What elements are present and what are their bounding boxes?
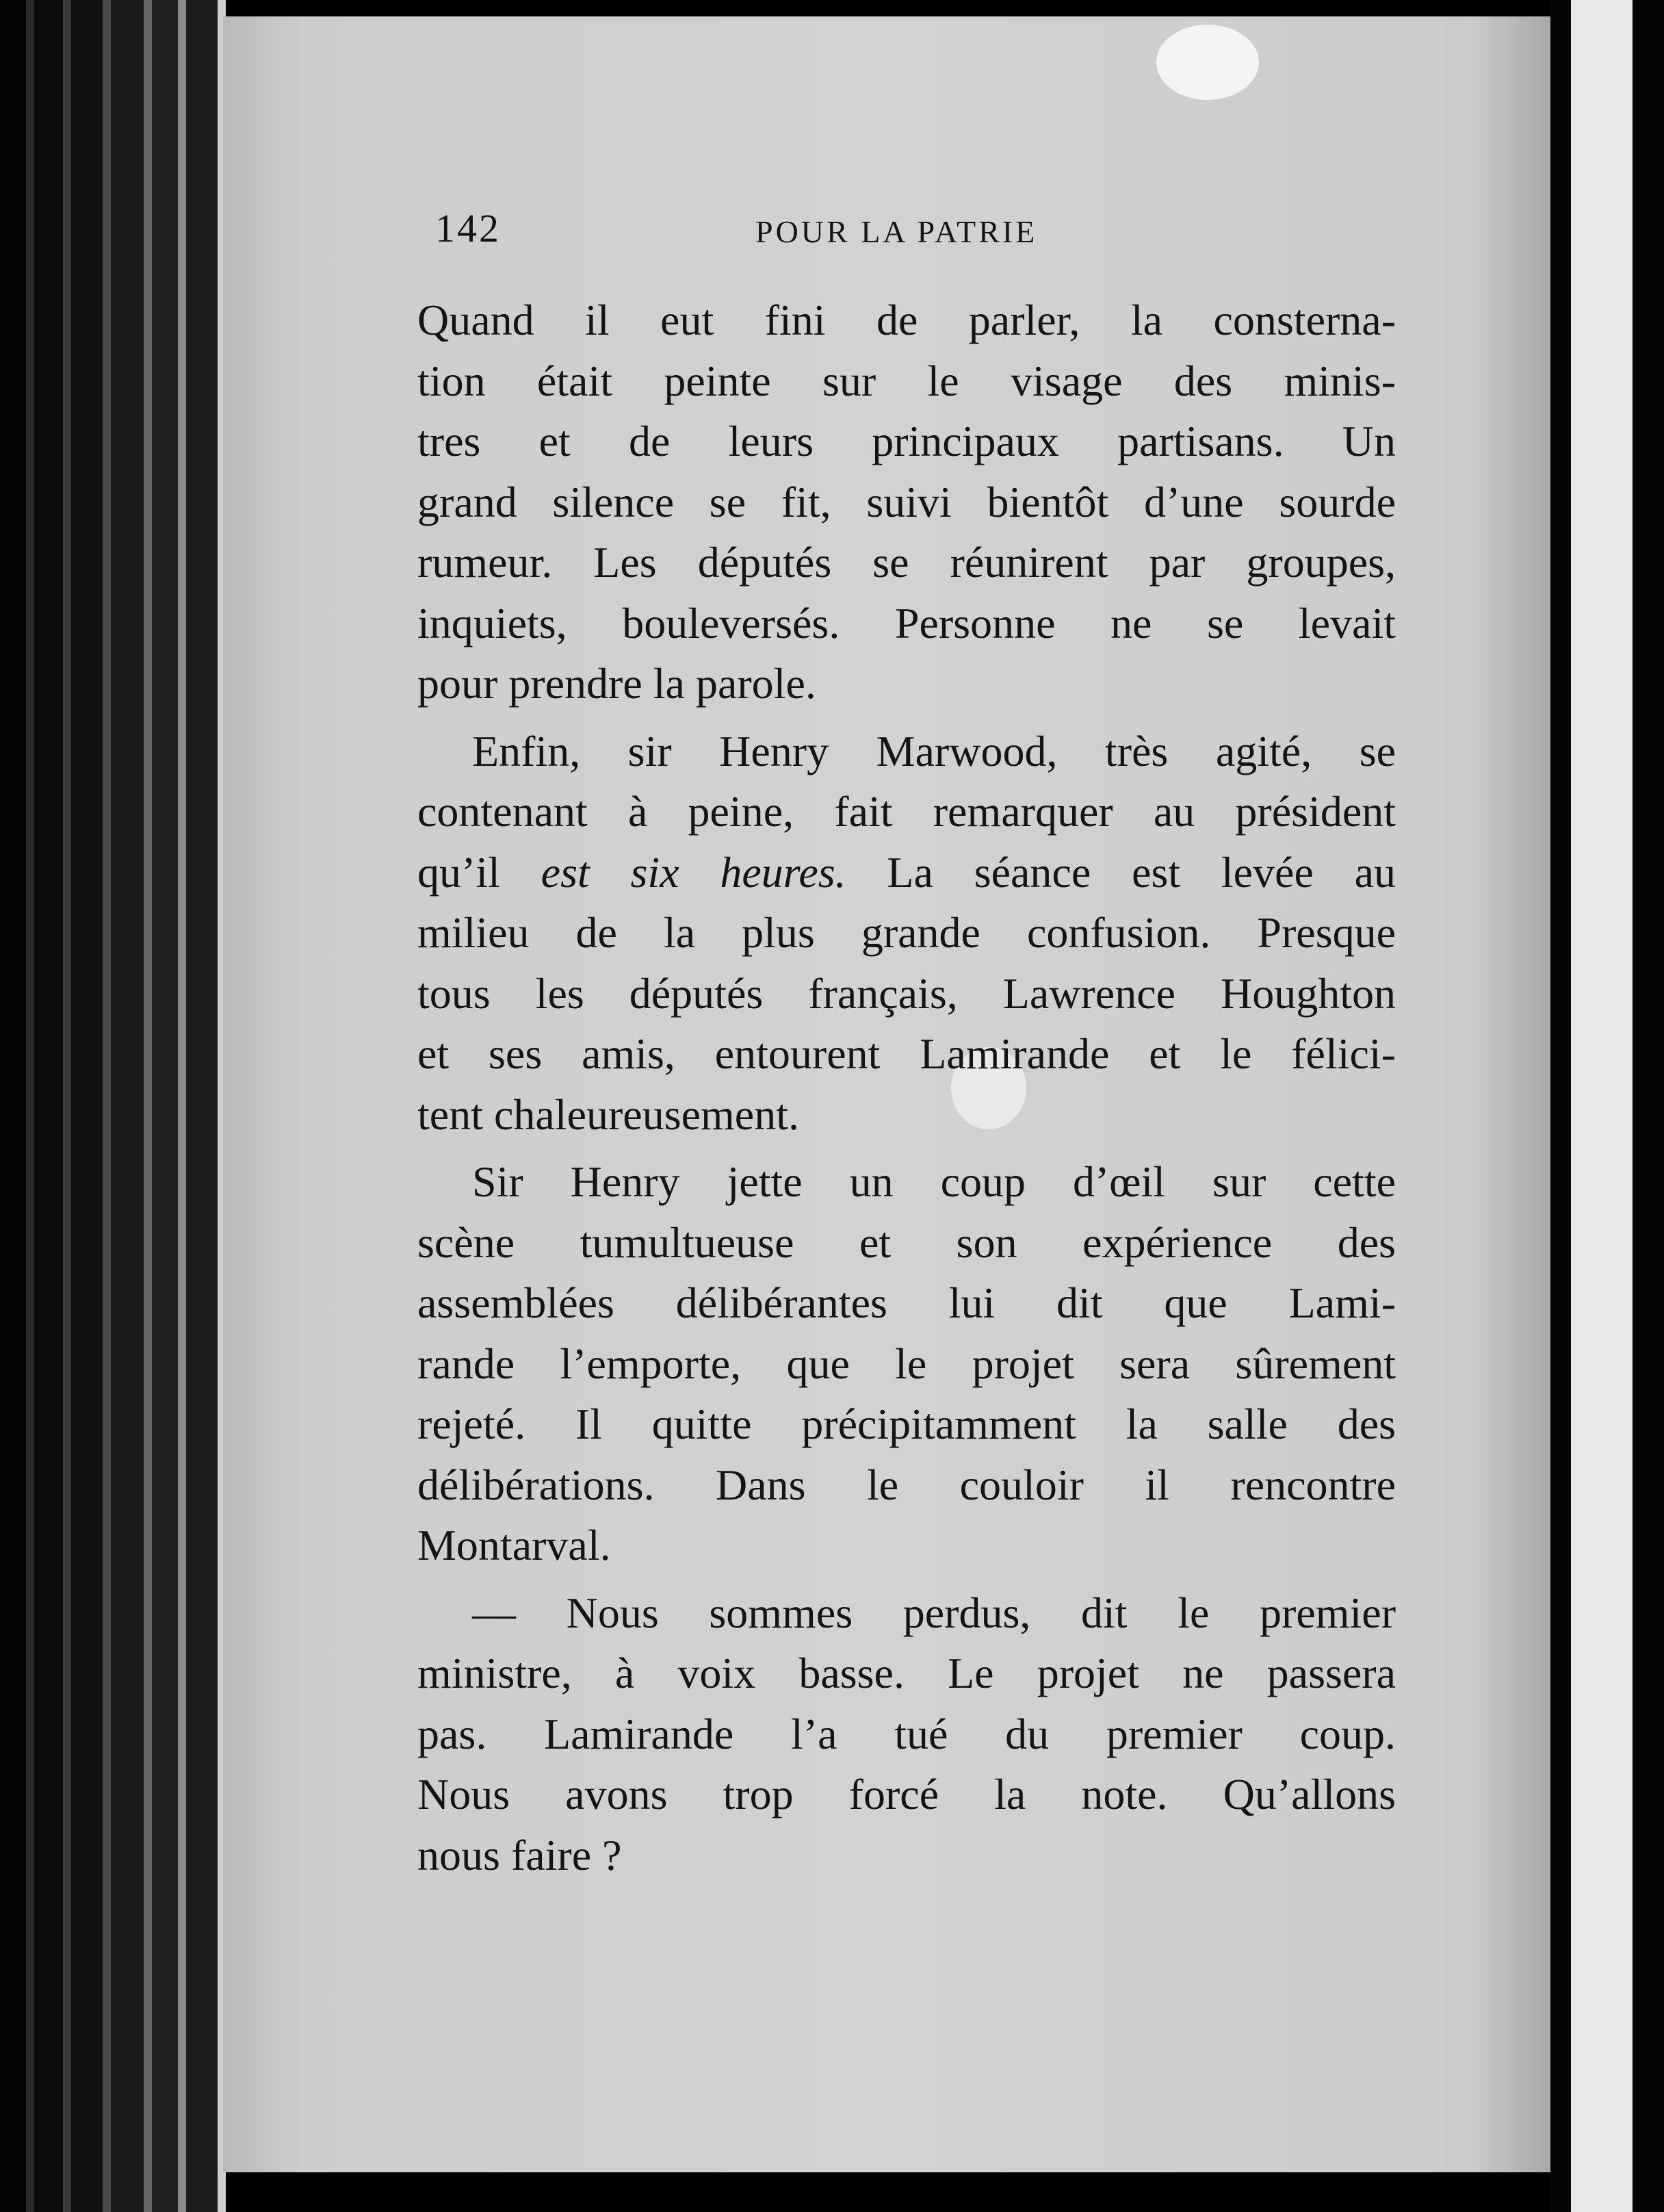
text-line: ministre, à voix basse. Le projet ne passera xyxy=(417,1649,1396,1697)
text-line: tous les députés français, Lawrence Houghton xyxy=(417,968,1396,1018)
body-text xyxy=(417,290,1396,1886)
page-header xyxy=(435,205,1345,260)
text-line: scène tumultueuse et son expérience des xyxy=(417,1218,1396,1267)
text-fragment: La séance est levée au xyxy=(887,847,1396,897)
text-line: Quand il eut fini de parler, la consterna- xyxy=(417,296,1396,344)
text-line: Nous avons trop forcé la note. Qu’allons xyxy=(417,1770,1396,1818)
text-line: nous faire ? xyxy=(417,1830,622,1879)
text-line: pour prendre la parole. xyxy=(417,659,816,708)
text-line: Sir Henry jette un coup d’œil sur cette xyxy=(472,1157,1396,1206)
text-line: — Nous sommes perdus, dit le premier xyxy=(472,1588,1396,1637)
running-title: POUR LA PATRIE xyxy=(755,214,1038,249)
text-line: tent chaleureusement. xyxy=(417,1090,799,1139)
text-line: rande l’emporte, que le projet sera sûrement xyxy=(417,1339,1396,1388)
text-line: milieu de la plus grande confusion. Presque xyxy=(417,908,1396,957)
text-line: Enfin, sir Henry Marwood, très agité, se xyxy=(472,726,1396,775)
book-page-edges xyxy=(0,0,226,2212)
page-number: 142 xyxy=(435,206,501,250)
text-line: rejeté. Il quitte précipitamment la salle des xyxy=(417,1400,1396,1448)
facing-page-edge xyxy=(1550,0,1664,2212)
text-line: assemblées délibérantes lui dit que Lami- xyxy=(417,1278,1396,1327)
scan-blemish xyxy=(1156,25,1259,100)
text-line: et ses amis, entourent Lamirande et le félici- xyxy=(417,1029,1396,1078)
text-line: contenant à peine, fait remarquer au président xyxy=(417,787,1396,836)
text-line-with-italic xyxy=(417,843,1396,903)
text-line: tion était peinte sur le visage des minis- xyxy=(417,356,1396,405)
text-line: grand silence se fit, suivi bientôt d’une sourde xyxy=(417,477,1396,526)
text-line: pas. Lamirande l’a tué du premier coup. xyxy=(417,1709,1396,1758)
text-line: délibérations. Dans le couloir il rencontre xyxy=(417,1460,1396,1509)
text-line: Montarval. xyxy=(417,1521,611,1569)
text-line: inquiets, bouleversés. Personne ne se levait xyxy=(417,598,1396,647)
text-fragment: qu’il xyxy=(417,847,500,897)
text-line: rumeur. Les députés se réunirent par groupes, xyxy=(417,538,1396,587)
italic-phrase: est six heures. xyxy=(541,847,846,897)
text-line: tres et de leurs principaux partisans. Un xyxy=(417,417,1396,465)
